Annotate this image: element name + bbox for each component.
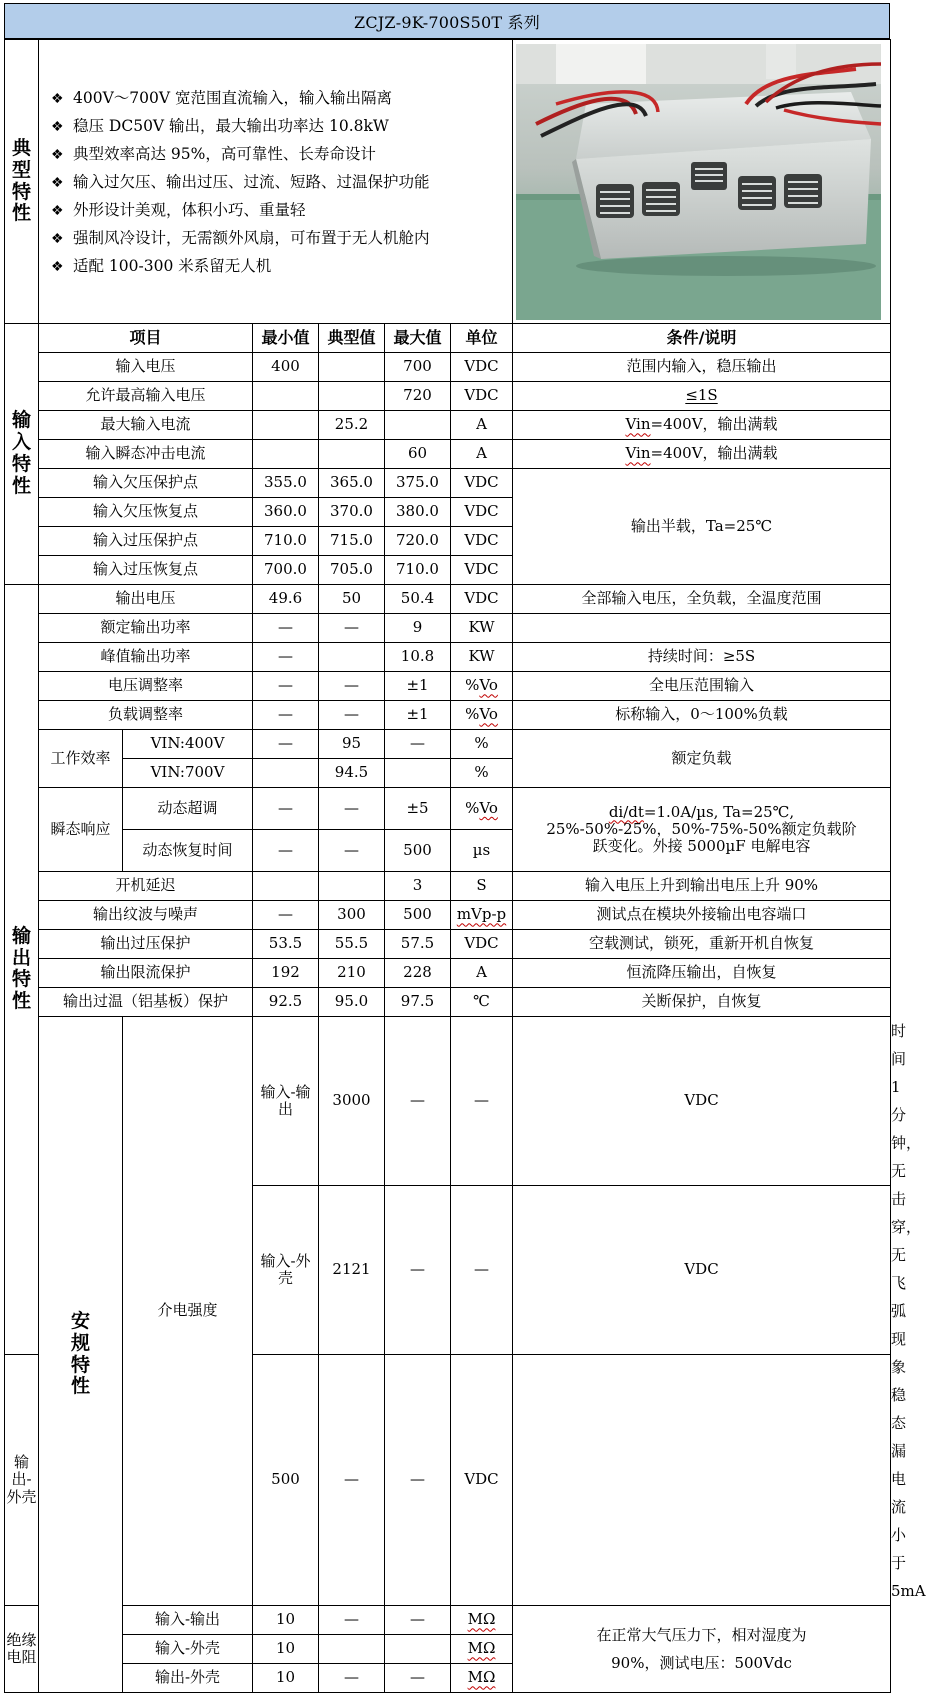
row-cond: 全电压范围输入: [513, 672, 891, 701]
row-cond: 输入电压上升到输出电压上升 90%: [513, 872, 891, 901]
header-typ: 典型值: [319, 324, 385, 353]
row-item: 输出电压: [39, 585, 253, 614]
row-unit: MΩ: [451, 1664, 513, 1693]
row-item: 输入过压恢复点: [39, 556, 253, 585]
spec-table: [4, 39, 926, 1693]
table-row: [5, 872, 891, 901]
row-max: 375.0: [385, 469, 451, 498]
row-cond: 关断保护，自恢复: [513, 988, 891, 1017]
row-cond: 测试点在模块外接输出电容端口: [513, 901, 891, 930]
row-typ: —: [319, 614, 385, 643]
transient-cond: di/dt=1.0A/µs, Ta=25℃, 25%-50%-25%，50%-75%-50%额定负载阶 跃变化。外接 5000µF 电解电容: [513, 788, 891, 872]
row-min: —: [253, 643, 319, 672]
output-section-label: 输 出 特 性: [5, 585, 39, 1355]
dielectric-label: 介电强度: [123, 1017, 253, 1606]
table-row: [5, 672, 891, 701]
row-max: 10.8: [385, 643, 451, 672]
input-protect-cond: 输出半载，Ta=25℃: [513, 469, 891, 585]
table-row: [5, 930, 891, 959]
header-min: 最小值: [253, 324, 319, 353]
row-unit: VDC: [451, 469, 513, 498]
row-item: 输入过压保护点: [39, 527, 253, 556]
row-max: 500: [385, 830, 451, 872]
row-subitem: 输入-输出: [123, 1606, 253, 1635]
row-cond: ≤1S: [513, 382, 891, 411]
row-typ: [319, 643, 385, 672]
row-max: —: [385, 1664, 451, 1693]
row-item: 输入电压: [39, 353, 253, 382]
row-typ: 25.2: [319, 411, 385, 440]
row-min: 49.6: [253, 585, 319, 614]
row-min: —: [253, 830, 319, 872]
row-subitem: 输入-输出: [253, 1017, 319, 1186]
row-max: 228: [385, 959, 451, 988]
row-min: 53.5: [253, 930, 319, 959]
table-row: [5, 353, 891, 382]
row-typ: 50: [319, 585, 385, 614]
row-min: 700.0: [253, 556, 319, 585]
row-max: 710.0: [385, 556, 451, 585]
header-item: 项目: [39, 324, 253, 353]
row-unit: MΩ: [451, 1635, 513, 1664]
row-max: —: [451, 1017, 513, 1186]
header-max: 最大值: [385, 324, 451, 353]
row-unit: ℃: [451, 988, 513, 1017]
row-unit: VDC: [451, 353, 513, 382]
row-unit: %: [451, 759, 513, 788]
row-min: 400: [253, 353, 319, 382]
row-max: 9: [385, 614, 451, 643]
row-unit: µs: [451, 830, 513, 872]
feature-item: ❖ 适配 100-300 米系留无人机: [51, 252, 512, 280]
row-typ: —: [319, 788, 385, 830]
row-max: 3: [385, 872, 451, 901]
row-subitem: 动态恢复时间: [123, 830, 253, 872]
row-unit: %Vo: [451, 672, 513, 701]
row-typ: 300: [319, 901, 385, 930]
document-title: ZCJZ-9K-700S50T 系列: [4, 3, 890, 39]
row-min: 92.5: [253, 988, 319, 1017]
table-row: [5, 730, 891, 759]
features-cell: [39, 40, 513, 324]
diamond-bullet-icon: ❖: [51, 174, 64, 191]
insulation-label: 绝缘电阻: [5, 1606, 39, 1693]
diamond-bullet-icon: ❖: [51, 230, 64, 247]
row-min: 10: [253, 1606, 319, 1635]
row-item: 最大输入电流: [39, 411, 253, 440]
features-section-label: 典 型 特 性: [5, 40, 39, 324]
row-min: —: [253, 614, 319, 643]
feature-item: ❖ 典型效率高达 95%，高可靠性、长寿命设计: [51, 140, 512, 168]
row-item: 输出限流保护: [39, 959, 253, 988]
row-unit: %Vo: [451, 788, 513, 830]
row-unit: VDC: [513, 1017, 891, 1186]
row-item: 输入瞬态冲击电流: [39, 440, 253, 469]
row-min: 192: [253, 959, 319, 988]
transient-label: 瞬态响应: [39, 788, 123, 872]
row-min: —: [253, 730, 319, 759]
row-subitem: VIN:700V: [123, 759, 253, 788]
row-max: 380.0: [385, 498, 451, 527]
row-typ: 55.5: [319, 930, 385, 959]
row-unit: VDC: [451, 527, 513, 556]
row-unit: KW: [451, 643, 513, 672]
feature-item: ❖ 输入过欠压、输出过压、过流、短路、过温保护功能: [51, 168, 512, 196]
row-typ: 715.0: [319, 527, 385, 556]
row-unit: VDC: [451, 585, 513, 614]
row-unit: VDC: [513, 1185, 891, 1354]
row-max: —: [451, 1185, 513, 1354]
row-unit: MΩ: [451, 1606, 513, 1635]
diamond-bullet-icon: ❖: [51, 202, 64, 219]
spec-sheet: [4, 3, 926, 1693]
row-item: 输出过温（铝基板）保护: [39, 988, 253, 1017]
row-max: —: [385, 730, 451, 759]
table-row: [5, 988, 891, 1017]
row-typ: —: [319, 1606, 385, 1635]
row-typ: 370.0: [319, 498, 385, 527]
row-item: 电压调整率: [39, 672, 253, 701]
row-item: 输入欠压恢复点: [39, 498, 253, 527]
row-typ: —: [319, 830, 385, 872]
row-typ: —: [385, 1017, 451, 1186]
row-cond: Vin=400V，输出满载: [513, 440, 891, 469]
row-subitem: 输入-外壳: [123, 1635, 253, 1664]
row-max: [385, 411, 451, 440]
row-min: 3000: [319, 1017, 385, 1186]
row-cond: [513, 614, 891, 643]
row-max: [385, 1635, 451, 1664]
row-unit: S: [451, 872, 513, 901]
row-max: 60: [385, 440, 451, 469]
table-row: [5, 788, 891, 830]
row-typ: 95: [319, 730, 385, 759]
row-min: —: [253, 701, 319, 730]
row-min: 2121: [319, 1185, 385, 1354]
column-header-row: [5, 324, 891, 353]
row-unit: VDC: [451, 498, 513, 527]
diamond-bullet-icon: ❖: [51, 90, 64, 107]
row-min: [253, 411, 319, 440]
row-max: 57.5: [385, 930, 451, 959]
row-item: 允许最高输入电压: [39, 382, 253, 411]
row-unit: A: [451, 411, 513, 440]
row-typ: [319, 1635, 385, 1664]
table-row: [5, 1606, 891, 1635]
row-typ: 95.0: [319, 988, 385, 1017]
table-row: [5, 959, 891, 988]
row-cond: 全部输入电压，全负载，全温度范围: [513, 585, 891, 614]
row-item: 输出过压保护: [39, 930, 253, 959]
row-unit: A: [451, 959, 513, 988]
row-subitem: VIN:400V: [123, 730, 253, 759]
feature-item: ❖ 400V～700V 宽范围直流输入，输入输出隔离: [51, 84, 512, 112]
row-item: 额定输出功率: [39, 614, 253, 643]
row-min: [253, 440, 319, 469]
safety-section-label: 安 规 特 性: [39, 1017, 123, 1693]
row-min: 360.0: [253, 498, 319, 527]
table-row: [5, 901, 891, 930]
table-row: [5, 440, 891, 469]
row-typ: [319, 382, 385, 411]
row-subitem: 输出-外壳: [5, 1354, 39, 1605]
diamond-bullet-icon: ❖: [51, 258, 64, 275]
row-unit: VDC: [451, 556, 513, 585]
row-typ: 705.0: [319, 556, 385, 585]
row-typ: —: [385, 1185, 451, 1354]
row-max: 500: [385, 901, 451, 930]
row-typ: —: [319, 1664, 385, 1693]
row-max: 720.0: [385, 527, 451, 556]
input-section-label: 输 入 特 性: [5, 324, 39, 585]
row-unit: %: [451, 730, 513, 759]
table-row: [5, 382, 891, 411]
row-unit: A: [451, 440, 513, 469]
row-min: [253, 759, 319, 788]
row-unit: VDC: [451, 930, 513, 959]
row-max: ±5: [385, 788, 451, 830]
feature-item: ❖ 强制风冷设计，无需额外风扇，可布置于无人机舱内: [51, 224, 512, 252]
row-max: —: [385, 1354, 451, 1605]
diamond-bullet-icon: ❖: [51, 118, 64, 135]
row-min: 10: [253, 1635, 319, 1664]
row-max: ±1: [385, 672, 451, 701]
table-row: [5, 701, 891, 730]
feature-item: ❖ 外形设计美观，体积小巧、重量轻: [51, 196, 512, 224]
row-unit: KW: [451, 614, 513, 643]
table-row: [5, 469, 891, 498]
efficiency-label: 工作效率: [39, 730, 123, 788]
row-min: 710.0: [253, 527, 319, 556]
row-typ: 365.0: [319, 469, 385, 498]
row-unit: VDC: [451, 1354, 513, 1605]
table-row: [5, 585, 891, 614]
diamond-bullet-icon: ❖: [51, 146, 64, 163]
header-cond: 条件/说明: [513, 324, 891, 353]
row-min: [253, 382, 319, 411]
features-list: [51, 84, 512, 280]
product-photo-cell: [513, 40, 891, 324]
row-unit: VDC: [451, 382, 513, 411]
row-subitem: 输出-外壳: [123, 1664, 253, 1693]
row-cond: 范围内输入，稳压输出: [513, 353, 891, 382]
row-min: —: [253, 672, 319, 701]
row-cond: Vin=400V，输出满载: [513, 411, 891, 440]
row-min: —: [253, 901, 319, 930]
table-row: [5, 643, 891, 672]
row-cond: 恒流降压输出，自恢复: [513, 959, 891, 988]
row-min: 355.0: [253, 469, 319, 498]
row-cond: 持续时间：≥5S: [513, 643, 891, 672]
row-min: 500: [253, 1354, 319, 1605]
row-typ: —: [319, 1354, 385, 1605]
row-typ: [319, 872, 385, 901]
feature-item: ❖ 稳压 DC50V 输出，最大输出功率达 10.8kW: [51, 112, 512, 140]
row-max: 700: [385, 353, 451, 382]
efficiency-cond: 额定负载: [513, 730, 891, 788]
row-item: 输出纹波与噪声: [39, 901, 253, 930]
row-cond: 空载测试，锁死，重新开机自恢复: [513, 930, 891, 959]
header-unit: 单位: [451, 324, 513, 353]
row-item: 负载调整率: [39, 701, 253, 730]
row-max: ±1: [385, 701, 451, 730]
row-typ: —: [319, 672, 385, 701]
row-item: 开机延迟: [39, 872, 253, 901]
row-max: 50.4: [385, 585, 451, 614]
row-typ: [319, 353, 385, 382]
row-item: 峰值输出功率: [39, 643, 253, 672]
row-max: 97.5: [385, 988, 451, 1017]
table-row: 安 规 特 性 介电强度 输入-输出 3000 — — VDC 时间 1 分钟，无击穿，无飞弧现象 稳态漏电流小于 5mA: [5, 1017, 891, 1186]
row-subitem: 动态超调: [123, 788, 253, 830]
row-min: 10: [253, 1664, 319, 1693]
row-max: 720: [385, 382, 451, 411]
row-typ: [319, 440, 385, 469]
row-typ: 210: [319, 959, 385, 988]
row-min: —: [253, 788, 319, 830]
row-unit: mVp-p: [451, 901, 513, 930]
features-row: [5, 40, 891, 324]
insulation-cond: 在正常大气压力下，相对湿度为 90%，测试电压：500Vdc: [513, 1606, 891, 1693]
row-cond: 标称输入，0～100%负载: [513, 701, 891, 730]
row-typ: —: [319, 701, 385, 730]
row-item: 输入欠压保护点: [39, 469, 253, 498]
row-min: [253, 872, 319, 901]
table-row: [5, 411, 891, 440]
table-row: [5, 614, 891, 643]
row-max: —: [385, 1606, 451, 1635]
row-max: [385, 759, 451, 788]
row-subitem: 输入-外壳: [253, 1185, 319, 1354]
product-photo: [516, 44, 881, 320]
row-unit: %Vo: [451, 701, 513, 730]
row-typ: 94.5: [319, 759, 385, 788]
